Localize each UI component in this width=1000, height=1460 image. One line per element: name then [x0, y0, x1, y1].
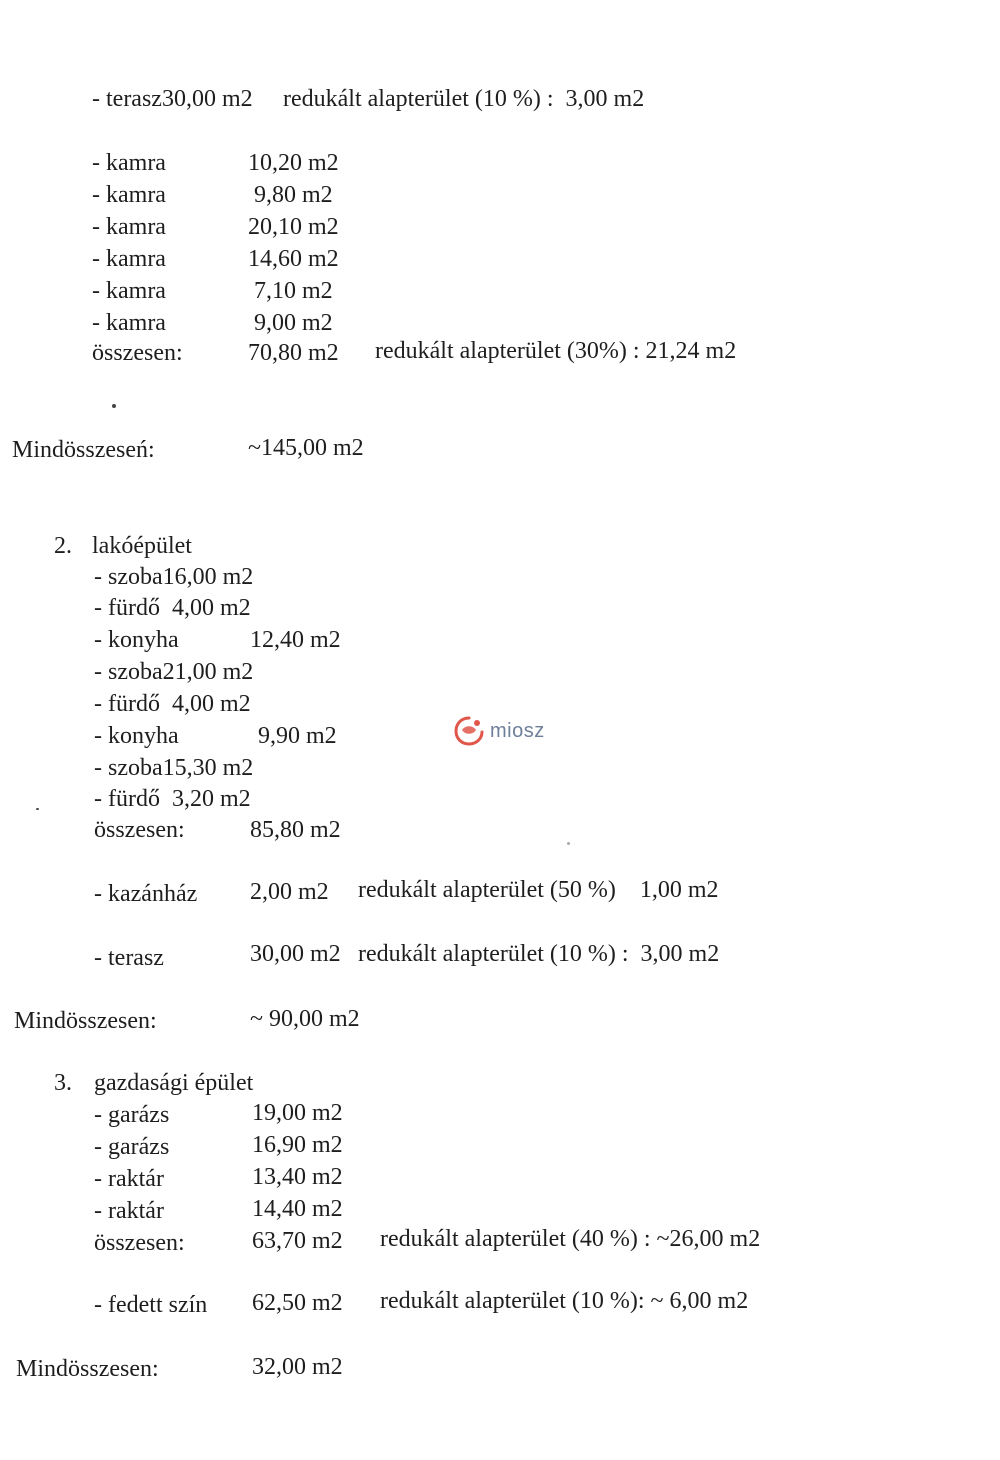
kamra-total-reduced: redukált alapterület (30%) : 21,24 m2: [375, 338, 737, 364]
room-line: - szoba15,30 m2: [94, 755, 254, 781]
room-line: - szoba16,00 m2: [94, 564, 254, 590]
room-value: 12,40 m2: [250, 627, 341, 653]
kamra-total-value: 70,80 m2: [248, 340, 339, 366]
terasz-label: - terasz: [94, 945, 164, 971]
kazanhaz-label: - kazánház: [94, 881, 198, 907]
section-total-label: összesen:: [94, 817, 185, 843]
watermark: [452, 714, 545, 748]
terasz-line-label: - terasz30,00 m2: [92, 86, 253, 112]
kamra-label: - kamra: [92, 150, 166, 176]
fedett-value: 62,50 m2: [252, 1290, 343, 1316]
room-line: - fürdő 4,00 m2: [94, 691, 251, 717]
grand-total-value: ~145,00 m2: [248, 435, 364, 461]
fedett-reduced: redukált alapterület (10 %): ~ 6,00 m2: [380, 1288, 749, 1314]
room-line: - fürdő 3,20 m2: [94, 786, 251, 812]
kazanhaz-reduced: redukált alapterület (50 %) 1,00 m2: [358, 877, 719, 903]
grand-total-value: 32,00 m2: [252, 1354, 343, 1380]
terasz-reduced: redukált alapterület (10 %) : 3,00 m2: [358, 941, 720, 967]
building-label: - raktár: [94, 1166, 164, 1192]
building-label: - raktár: [94, 1198, 164, 1224]
terasz-value: 30,00 m2: [250, 941, 341, 967]
section-number: 3.: [54, 1070, 72, 1096]
section-total-value: 85,80 m2: [250, 817, 341, 843]
kamra-label: - kamra: [92, 310, 166, 336]
section-total-value: 63,70 m2: [252, 1228, 343, 1254]
building-value: 13,40 m2: [252, 1164, 343, 1190]
building-value: 19,00 m2: [252, 1100, 343, 1126]
kamra-value: 9,00 m2: [254, 310, 333, 336]
scan-speck: [567, 842, 570, 845]
room-value: 9,90 m2: [258, 723, 337, 749]
scan-speck: [36, 808, 39, 810]
fedett-label: - fedett szín: [94, 1292, 208, 1318]
kamra-total-label: összesen:: [92, 340, 183, 366]
scan-speck: [112, 404, 116, 408]
building-label: - garázs: [94, 1102, 170, 1128]
grand-total-label: Mindösszeseń:: [12, 437, 155, 463]
kazanhaz-value: 2,00 m2: [250, 879, 329, 905]
grand-total-label: Mindösszesen:: [16, 1356, 159, 1382]
building-label: - garázs: [94, 1134, 170, 1160]
room-line: - fürdő 4,00 m2: [94, 595, 251, 621]
kamra-value: 9,80 m2: [254, 182, 333, 208]
watermark-label: miosz: [490, 719, 545, 742]
room-label: - konyha: [94, 723, 179, 749]
section-total-label: összesen:: [94, 1230, 185, 1256]
section-total-reduced: redukált alapterület (40 %) : ~26,00 m2: [380, 1226, 761, 1252]
building-value: 16,90 m2: [252, 1132, 343, 1158]
kamra-value: 7,10 m2: [254, 278, 333, 304]
kamra-label: - kamra: [92, 214, 166, 240]
kamra-value: 20,10 m2: [248, 214, 339, 240]
room-label: - konyha: [94, 627, 179, 653]
building-value: 14,40 m2: [252, 1196, 343, 1222]
kamra-value: 10,20 m2: [248, 150, 339, 176]
miosz-logo-icon: [452, 714, 486, 748]
section-number: 2.: [54, 533, 72, 559]
terasz-line-reduced: redukált alapterület (10 %) : 3,00 m2: [283, 86, 645, 112]
section-title: gazdasági épület: [94, 1070, 254, 1096]
grand-total-value: ~ 90,00 m2: [250, 1006, 360, 1032]
kamra-value: 14,60 m2: [248, 246, 339, 272]
kamra-label: - kamra: [92, 278, 166, 304]
kamra-label: - kamra: [92, 182, 166, 208]
grand-total-label: Mindösszesen:: [14, 1008, 157, 1034]
kamra-label: - kamra: [92, 246, 166, 272]
room-line: - szoba21,00 m2: [94, 659, 254, 685]
section-title: lakóépület: [92, 533, 192, 559]
